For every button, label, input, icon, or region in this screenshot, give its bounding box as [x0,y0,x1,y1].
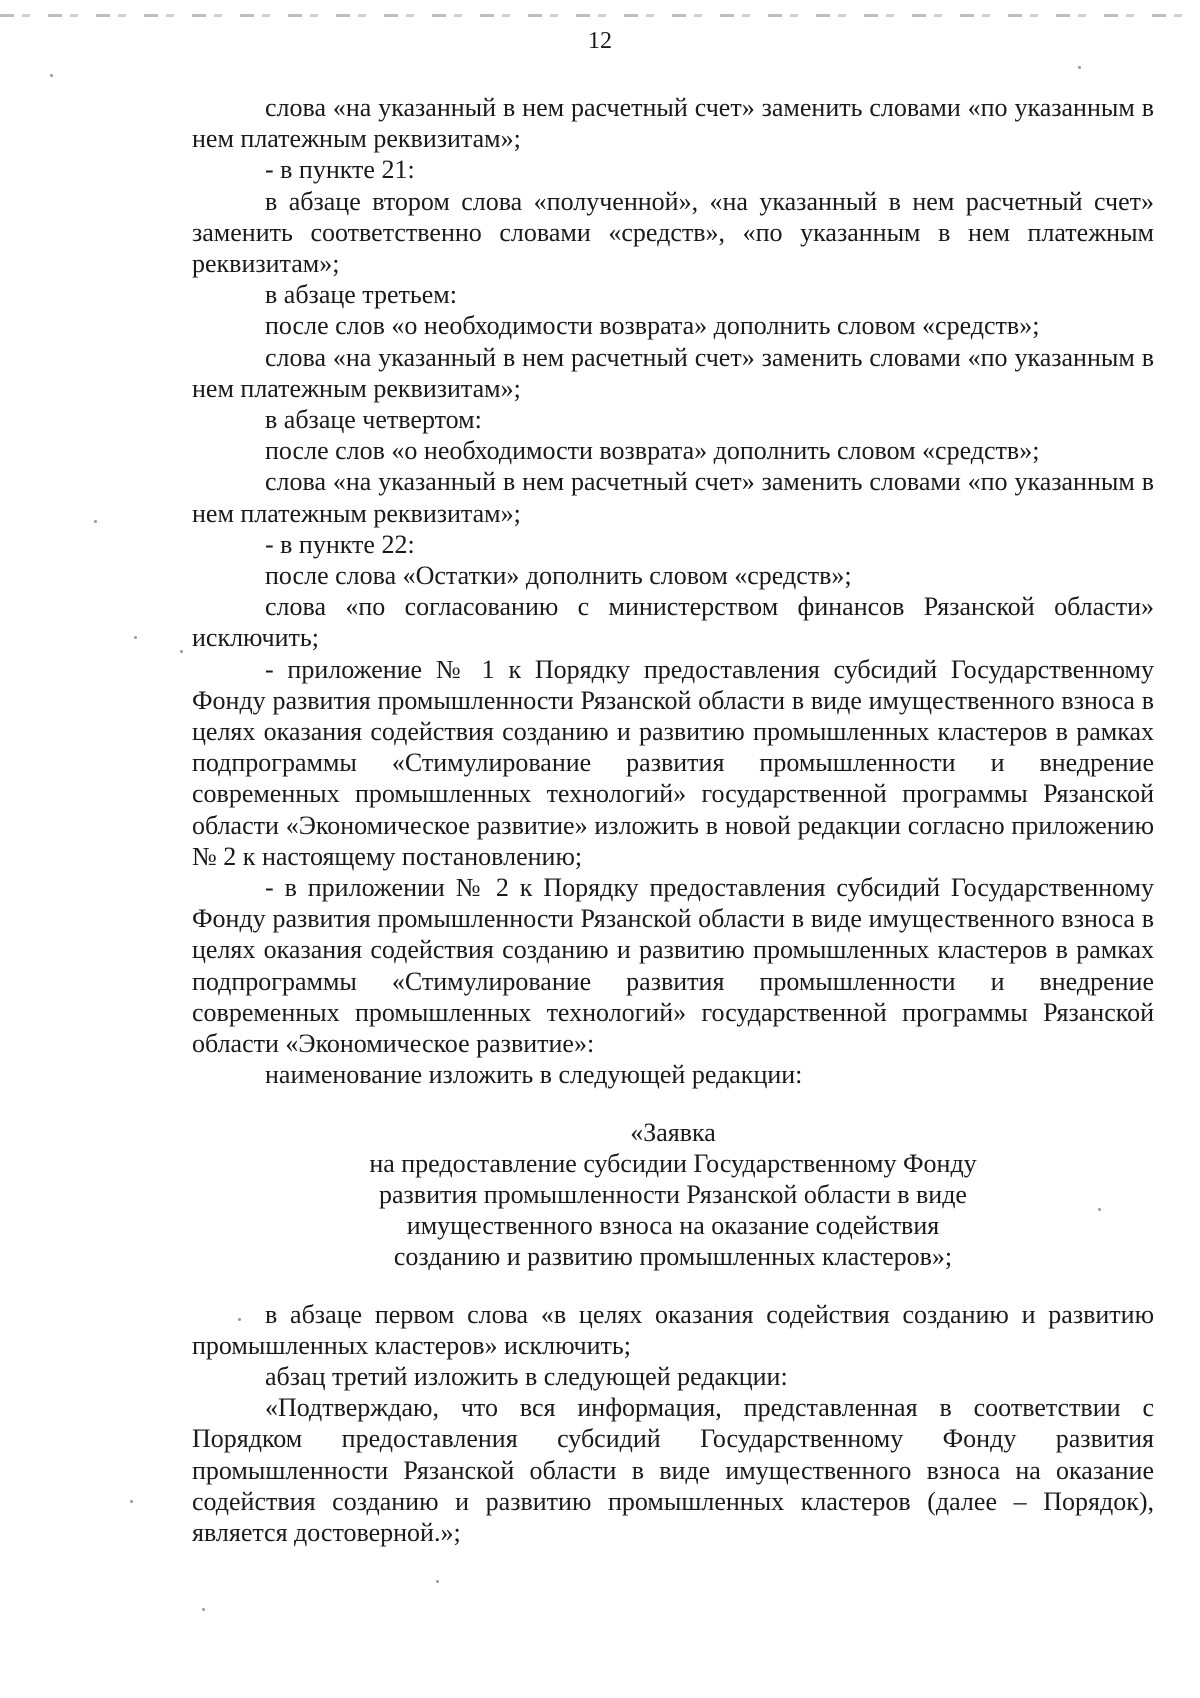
scan-speck [202,1608,205,1611]
paragraph: после слов «о необходимости возврата» дополнить словом «средств»; [265,436,1040,466]
title-line: созданию и развитию промышленных кластеров»; [393,1242,953,1272]
application-title [192,1117,1154,1273]
scan-speck [238,1318,241,1321]
title-line: развития промышленности Рязанской области в виде [379,1179,967,1209]
paragraph: абзац третий изложить в следующей редакции: [265,1361,788,1391]
paragraph: слова «на указанный в нем расчетный счет» заменить словами «по указанным в нем платежным реквизитам»; [192,342,1154,403]
title-line: «Заявка [630,1117,716,1147]
paragraph: - в пункте 21: [265,155,415,185]
paragraph: наименование изложить в следующей редакции: [265,1060,803,1090]
title-line: на предоставление субсидии Государственному Фонду [369,1148,977,1178]
paragraph: после слов «о необходимости возврата» дополнить словом «средств»; [265,311,1040,341]
scan-top-edge [0,14,1200,17]
paragraph: слова «на указанный в нем расчетный счет» заменить словами «по указанным в нем платежным реквизитам»; [192,467,1154,528]
paragraph: в абзаце втором слова «полученной», «на указанный в нем расчетный счет» заменить соответственно словами «средств», «по указанным в нем платежным реквизитам»; [192,186,1154,279]
scan-speck [1098,1208,1101,1211]
scan-speck [1078,66,1081,69]
paragraph: - в пункте 22: [265,529,415,559]
paragraph: слова «на указанный в нем расчетный счет» заменить словами «по указанным в нем платежным реквизитам»; [192,93,1154,154]
title-line: имущественного взноса на оказание содействия [406,1211,940,1241]
paragraph: в абзаце четвертом: [265,405,482,435]
paragraph: в абзаце первом слова «в целях оказания содействия созданию и развитию промышленных кластеров» исключить; [192,1299,1154,1360]
scan-speck [436,1580,439,1583]
paragraph: - приложение № 1 к Порядку предоставления субсидий Государственному Фонду развития промышленности Рязанской области в виде имущественного взноса в целях оказания содействия созданию и развитию промышленных кластеров в рамках подпрограммы «Стимулирование развития промышленности и внедрение современных промышленных технологий» государственной программы Рязанской области «Экономическое развитие» изложить в новой редакции согласно приложению № 2 к настоящему постановлению; [192,654,1154,871]
scan-speck [134,636,137,639]
scan-speck [94,520,97,523]
scan-speck [130,1500,133,1503]
paragraph: слова «по согласованию с министерством финансов Рязанской области» исключить; [192,592,1154,653]
document-body [192,92,1154,1548]
paragraph: «Подтверждаю, что вся информация, представленная в соответствии с Порядком предоставления субсидий Государственному Фонду развития промышленности Рязанской области в виде имущественного взноса на оказание содействия созданию и развитию промышленных кластеров (далее – Порядок), является достоверной.»; [192,1393,1154,1547]
scan-speck [50,74,53,77]
paragraph: после слова «Остатки» дополнить словом «средств»; [265,561,852,591]
paragraph: - в приложении № 2 к Порядку предоставления субсидий Государственному Фонду развития промышленности Рязанской области в виде имущественного взноса в целях оказания содействия созданию и развитию промышленных кластеров в рамках подпрограммы «Стимулирование развития промышленности и внедрение современных промышленных технологий» государственной программы Рязанской области «Экономическое развитие»: [192,873,1154,1059]
page-number: 12 [588,28,612,54]
paragraph: в абзаце третьем: [265,280,457,310]
scan-speck [180,650,183,653]
